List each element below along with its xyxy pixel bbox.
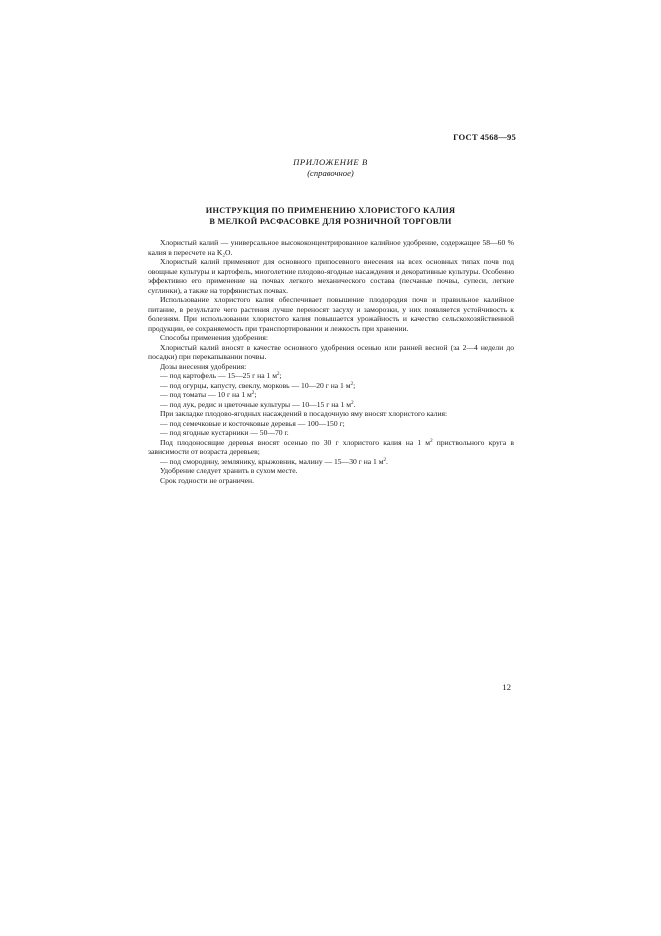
- superscript: 2: [383, 457, 387, 463]
- list-item: [148, 457, 514, 467]
- list-item: [148, 371, 514, 381]
- list-item-text: — под картофель — 15—25 г на 1 м: [160, 371, 278, 380]
- paragraph: Хлористый калий применяют для основного припосевного внесения на всех основных типах почв под овощные культуры и картофель, многолетние плодово-ягодные насаждения и декоративные культуры. Особенно эффективно его применение на почвах легкого механического состава (песчаные почвы, супеси, легкие суглинки), а также на торфянистых почвах.: [148, 257, 514, 295]
- paragraph: Хлористый калий — универсальное высококонцентрированное калийное удобрение, содержащее 58—60 % калия в пересчете на K₂O.: [148, 238, 514, 257]
- paragraph: Удобрение следует хранить в сухом месте.: [160, 466, 298, 475]
- paragraph: При закладке плодово-ягодных насаждений в посадочную яму вносят хлористого калия:: [160, 409, 448, 418]
- list-item-end: ;: [254, 390, 257, 399]
- list-item-text: — под смородину, землянику, крыжовник, малину — 15—30 г на 1 м: [160, 456, 384, 466]
- list-item: [148, 400, 514, 410]
- list-item-text: — под томаты — 10 г на 1 м: [160, 390, 252, 399]
- paragraph: [148, 438, 514, 457]
- superscript: 2: [430, 438, 433, 444]
- list-item-end: .: [386, 456, 388, 466]
- document-code: ГОСТ 4568—95: [453, 132, 516, 142]
- instruction-body: [148, 238, 514, 485]
- list-item-end: ;: [353, 380, 356, 390]
- appendix-subtitle: (справочное): [307, 168, 354, 178]
- list-item: [148, 390, 514, 400]
- paragraph: Хлористый калий вносят в качестве основного удобрения осенью или ранней весной (за 2—4 недели до посадки) при перекапывании почвы.: [148, 342, 514, 361]
- list-item: [148, 381, 514, 391]
- paragraph: Использование хлористого калия обеспечивает повышение плодородия почв и правильное калийное питание, в результате чего растения лучше переносят засуху и заморозки, у них появляется устойчивость к болезням. При использовании хлористого калия повышается урожайность и качество сельскохозяйственной продукции, ее сохраняемость при транспортировании и лежкость при хранении.: [148, 295, 514, 333]
- list-item: — под ягодные кустарники — 50—70 г.: [160, 428, 289, 437]
- superscript: 2: [350, 381, 354, 387]
- list-item-text: — под огурцы, капусту, свеклу, морковь — 10—20 г на 1 м: [160, 380, 351, 390]
- paragraph-text: приствольного круга в зависимости от возраста деревьев;: [148, 437, 514, 456]
- list-item: — под семечковые и косточковые деревья — 100—150 г;: [160, 418, 345, 428]
- paragraph: Срок годности не ограничен.: [160, 475, 255, 485]
- appendix-heading: [0, 157, 661, 179]
- paragraph: Дозы внесения удобрения:: [160, 361, 247, 371]
- title-line-2: В МЕЛКОЙ РАСФАСОВКЕ ДЛЯ РОЗНИЧНОЙ ТОРГОВЛИ: [209, 217, 452, 226]
- list-item-text: — под лук, редис и цветочные культуры — 10—15 г на 1 м: [160, 399, 352, 409]
- instruction-title: [0, 205, 661, 227]
- appendix-title: ПРИЛОЖЕНИЕ В: [293, 157, 368, 167]
- superscript: 2: [251, 391, 255, 396]
- list-item-end: .: [353, 399, 356, 409]
- superscript: 2: [277, 372, 280, 377]
- page-number: 12: [502, 682, 511, 692]
- paragraph: Способы применения удобрения:: [160, 333, 268, 342]
- title-line-1: ИНСТРУКЦИЯ ПО ПРИМЕНЕНИЮ ХЛОРИСТОГО КАЛИЯ: [205, 206, 456, 215]
- superscript: 2: [351, 400, 354, 406]
- list-item-end: ;: [279, 371, 282, 380]
- paragraph-text: Под плодоносящие деревья вносят осенью по 30 г хлористого калия на 1 м: [160, 437, 431, 447]
